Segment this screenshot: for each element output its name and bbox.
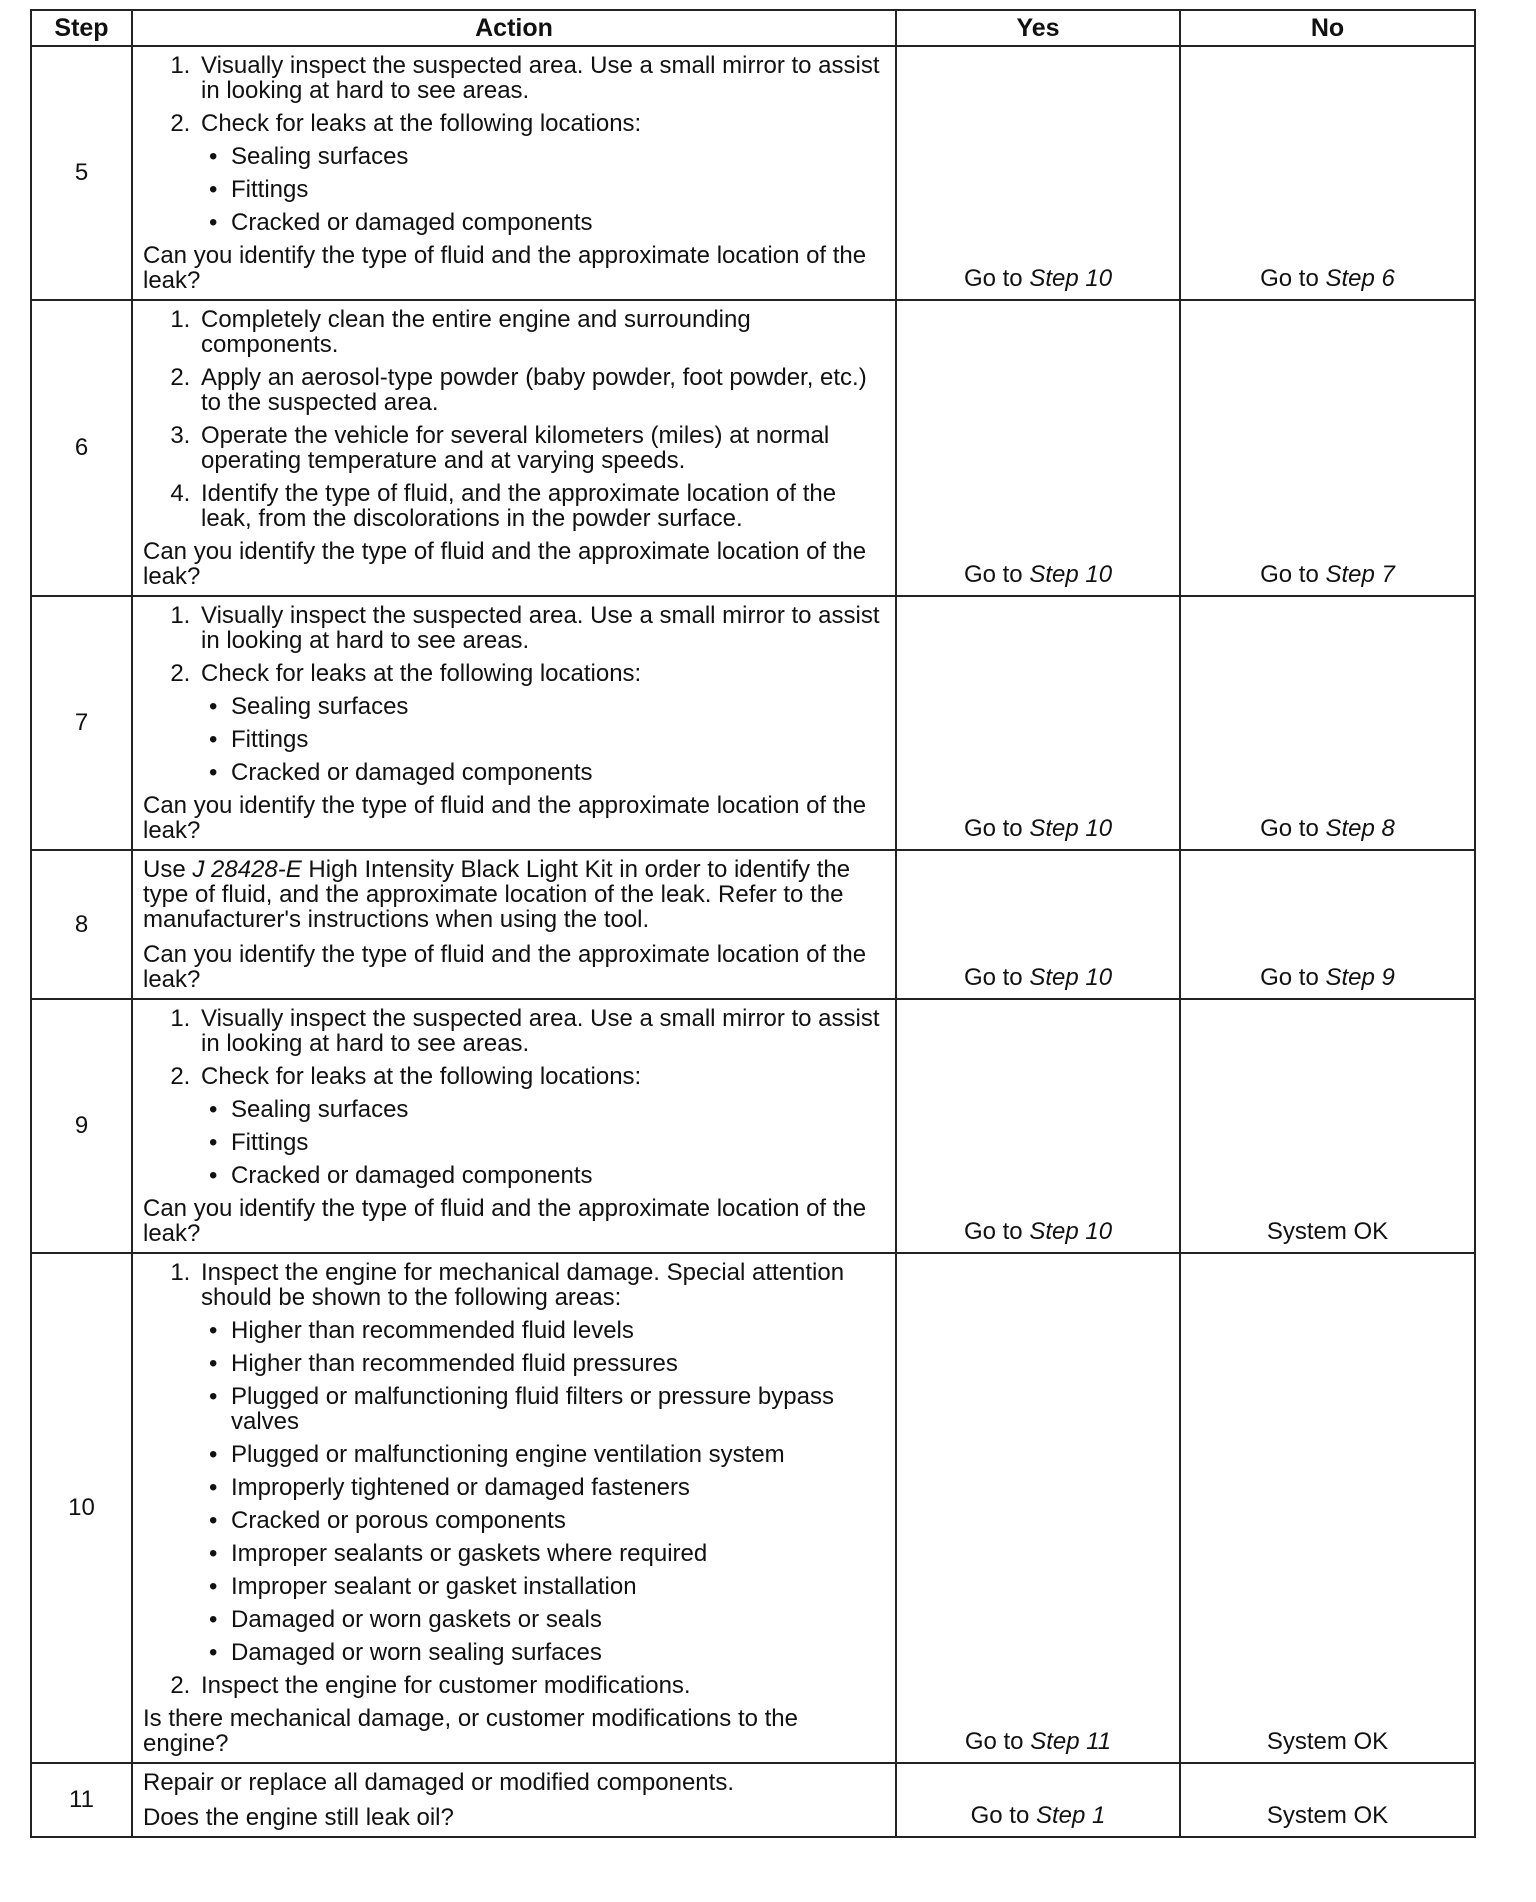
action-step bbox=[197, 1006, 885, 1056]
table-row bbox=[31, 1253, 1475, 1763]
header-no: No bbox=[1180, 10, 1475, 46]
action-step-text: Identify the type of fluid, and the approximate location of the leak, from the discolorations in the powder surface. bbox=[201, 480, 837, 532]
table-row bbox=[31, 850, 1475, 999]
no-prefix: Go to bbox=[1260, 265, 1319, 292]
question-text: Can you identify the type of fluid and the approximate location of the leak? bbox=[143, 941, 867, 993]
step-number: 5 bbox=[31, 46, 132, 300]
action-step bbox=[197, 53, 885, 103]
yes-prefix: Go to bbox=[964, 1728, 1024, 1755]
action-text: Repair or replace all damaged or modified components. bbox=[143, 1769, 734, 1796]
yes-prefix: Go to bbox=[963, 815, 1023, 842]
no-result bbox=[1180, 999, 1475, 1253]
table-row bbox=[31, 999, 1475, 1253]
step-number: 7 bbox=[31, 596, 132, 850]
step-number: 6 bbox=[31, 300, 132, 596]
action-cell bbox=[132, 1763, 896, 1837]
step-number: 10 bbox=[31, 1253, 132, 1763]
header-yes: Yes bbox=[896, 10, 1180, 46]
yes-step-link: Step 10 bbox=[1029, 265, 1113, 292]
question-text: Is there mechanical damage, or customer modifications to the engine? bbox=[143, 1705, 798, 1757]
yes-result bbox=[896, 300, 1180, 596]
action-step-text: Visually inspect the suspected area. Use a small mirror to assist in looking at hard to see areas. bbox=[201, 1005, 880, 1057]
no-step-link: Step 9 bbox=[1325, 964, 1395, 991]
check-item: • Cracked or damaged components bbox=[201, 1163, 885, 1188]
no-step-link: Step 7 bbox=[1325, 561, 1395, 588]
action-step-text: Apply an aerosol-type powder (baby powder, foot powder, etc.) to the suspected area. bbox=[201, 364, 867, 416]
yes-step-link: Step 10 bbox=[1029, 561, 1113, 588]
check-item: • Higher than recommended fluid pressures bbox=[201, 1351, 885, 1376]
action-step-text: Visually inspect the suspected area. Use a small mirror to assist in looking at hard to see areas. bbox=[201, 52, 880, 104]
yes-result bbox=[896, 46, 1180, 300]
check-item: • Cracked or damaged components bbox=[201, 760, 885, 785]
check-item: • Improperly tightened or damaged fasteners bbox=[201, 1475, 885, 1500]
action-step-text: Check for leaks at the following locations: bbox=[201, 660, 642, 687]
action-step bbox=[197, 481, 885, 531]
check-item: • Damaged or worn sealing surfaces bbox=[201, 1640, 885, 1665]
yes-prefix: Go to bbox=[963, 561, 1023, 588]
check-item: • Plugged or malfunctioning engine ventilation system bbox=[201, 1442, 885, 1467]
action-step bbox=[197, 1673, 885, 1698]
check-list bbox=[201, 1097, 885, 1188]
action-steps bbox=[143, 603, 885, 785]
action-text: High Intensity Black Light Kit in order to identify the type of fluid, and the approximate location of the leak. Refer to the manufacturer's instructions when using the tool. bbox=[143, 856, 851, 933]
step-number: 11 bbox=[31, 1763, 132, 1837]
question-text: Can you identify the type of fluid and the approximate location of the leak? bbox=[143, 1195, 867, 1247]
action-step bbox=[197, 1064, 885, 1188]
action-paragraph bbox=[143, 1770, 885, 1795]
yes-result bbox=[896, 999, 1180, 1253]
action-cell bbox=[132, 1253, 896, 1763]
no-prefix: Go to bbox=[1260, 815, 1319, 842]
action-paragraph bbox=[143, 857, 885, 932]
no-prefix: System OK bbox=[1266, 1218, 1389, 1245]
no-prefix: Go to bbox=[1260, 561, 1319, 588]
action-step-text: Completely clean the entire engine and surrounding components. bbox=[201, 306, 751, 358]
check-list bbox=[201, 144, 885, 235]
action-cell bbox=[132, 46, 896, 300]
action-cell bbox=[132, 999, 896, 1253]
table-row bbox=[31, 46, 1475, 300]
action-step bbox=[197, 111, 885, 235]
question-text: Does the engine still leak oil? bbox=[143, 1804, 454, 1831]
check-item: • Plugged or malfunctioning fluid filters or pressure bypass valves bbox=[201, 1384, 885, 1434]
header-step: Step bbox=[31, 10, 132, 46]
action-cell bbox=[132, 850, 896, 999]
check-list bbox=[201, 694, 885, 785]
action-step-text: Visually inspect the suspected area. Use a small mirror to assist in looking at hard to see areas. bbox=[201, 602, 880, 654]
action-step bbox=[197, 661, 885, 785]
no-step-link: Step 6 bbox=[1325, 265, 1395, 292]
check-item: • Higher than recommended fluid levels bbox=[201, 1318, 885, 1343]
action-steps bbox=[143, 307, 885, 531]
check-item: • Improper sealants or gaskets where required bbox=[201, 1541, 885, 1566]
yes-prefix: Go to bbox=[963, 964, 1023, 991]
check-item: • Fittings bbox=[201, 1130, 885, 1155]
no-step-link: Step 8 bbox=[1325, 815, 1395, 842]
no-prefix: System OK bbox=[1266, 1728, 1389, 1755]
action-cell bbox=[132, 596, 896, 850]
no-result bbox=[1180, 1763, 1475, 1837]
yes-prefix: Go to bbox=[963, 1218, 1023, 1245]
yes-step-link: Step 10 bbox=[1029, 815, 1113, 842]
table-body bbox=[31, 46, 1475, 1837]
check-item: • Cracked or damaged components bbox=[201, 210, 885, 235]
action-step-text: Inspect the engine for mechanical damage. Special attention should be shown to the following areas: bbox=[201, 1259, 845, 1311]
check-item: • Sealing surfaces bbox=[201, 1097, 885, 1122]
yes-prefix: Go to bbox=[970, 1802, 1030, 1829]
no-prefix: Go to bbox=[1260, 964, 1319, 991]
check-item: • Sealing surfaces bbox=[201, 144, 885, 169]
yes-step-link: Step 10 bbox=[1029, 964, 1113, 991]
no-result bbox=[1180, 850, 1475, 999]
check-item: • Fittings bbox=[201, 727, 885, 752]
no-result bbox=[1180, 300, 1475, 596]
no-prefix: System OK bbox=[1266, 1802, 1389, 1829]
action-step-text: Inspect the engine for customer modifications. bbox=[201, 1672, 691, 1699]
table-header-row bbox=[31, 10, 1475, 46]
header-action: Action bbox=[132, 10, 896, 46]
check-list bbox=[201, 1318, 885, 1665]
no-result bbox=[1180, 1253, 1475, 1763]
step-number: 9 bbox=[31, 999, 132, 1253]
question-text: Can you identify the type of fluid and the approximate location of the leak? bbox=[143, 538, 867, 590]
check-item: • Improper sealant or gasket installation bbox=[201, 1574, 885, 1599]
check-item: • Fittings bbox=[201, 177, 885, 202]
check-item: • Damaged or worn gaskets or seals bbox=[201, 1607, 885, 1632]
action-step bbox=[197, 307, 885, 357]
action-step-text: Check for leaks at the following locations: bbox=[201, 1063, 642, 1090]
yes-result bbox=[896, 596, 1180, 850]
question-text: Can you identify the type of fluid and the approximate location of the leak? bbox=[143, 792, 867, 844]
action-steps bbox=[143, 53, 885, 235]
no-result bbox=[1180, 46, 1475, 300]
action-step bbox=[197, 1260, 885, 1665]
yes-result bbox=[896, 850, 1180, 999]
action-step bbox=[197, 423, 885, 473]
action-steps bbox=[143, 1006, 885, 1188]
check-item: • Sealing surfaces bbox=[201, 694, 885, 719]
no-result bbox=[1180, 596, 1475, 850]
action-step bbox=[197, 603, 885, 653]
step-number: 8 bbox=[31, 850, 132, 999]
action-cell bbox=[132, 300, 896, 596]
yes-step-link: Step 11 bbox=[1030, 1728, 1112, 1755]
check-item: • Cracked or porous components bbox=[201, 1508, 885, 1533]
action-step bbox=[197, 365, 885, 415]
question-text: Can you identify the type of fluid and the approximate location of the leak? bbox=[143, 242, 867, 294]
tool-reference: J 28428-E bbox=[192, 856, 302, 883]
action-steps bbox=[143, 1260, 885, 1698]
yes-result bbox=[896, 1763, 1180, 1837]
yes-prefix: Go to bbox=[963, 265, 1023, 292]
action-text: Use bbox=[143, 856, 193, 883]
action-step-text: Check for leaks at the following locations: bbox=[201, 110, 642, 137]
action-step-text: Operate the vehicle for several kilometers (miles) at normal operating temperature and at varying speeds. bbox=[201, 422, 830, 474]
table-row bbox=[31, 300, 1475, 596]
diagnostic-table bbox=[30, 9, 1476, 1838]
table-row bbox=[31, 596, 1475, 850]
yes-result bbox=[896, 1253, 1180, 1763]
yes-step-link: Step 1 bbox=[1035, 1802, 1106, 1829]
table-row bbox=[31, 1763, 1475, 1837]
yes-step-link: Step 10 bbox=[1029, 1218, 1113, 1245]
